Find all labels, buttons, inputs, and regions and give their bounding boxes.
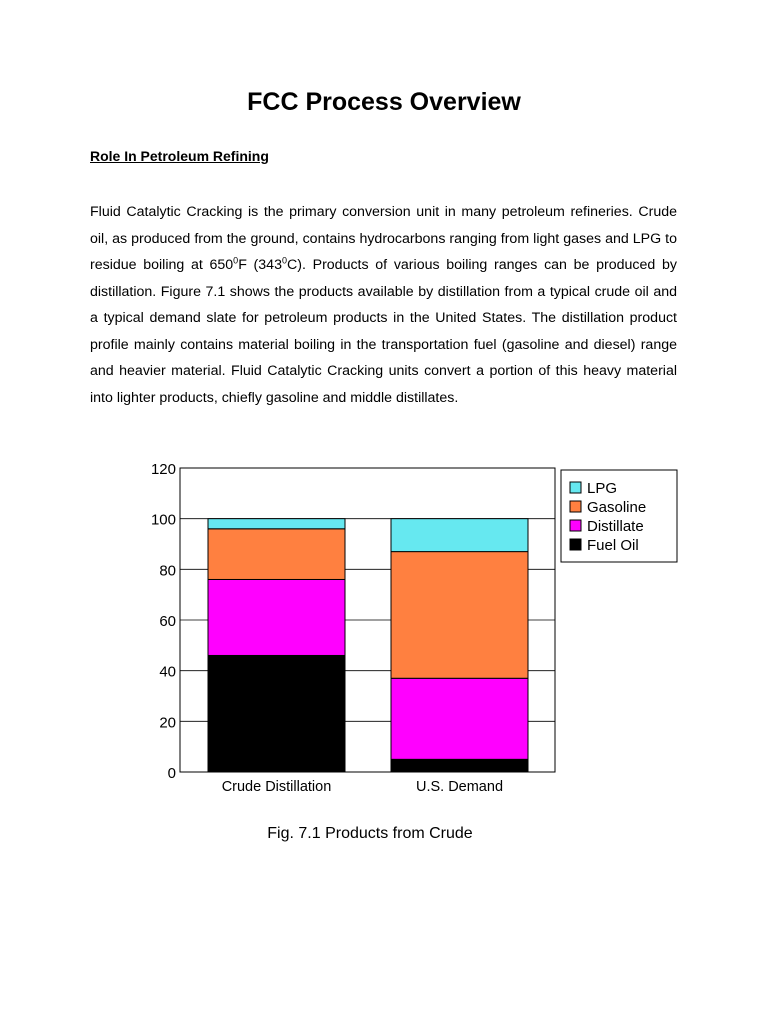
bar-segment-gasoline [208, 529, 345, 580]
legend-swatch [570, 520, 581, 531]
stacked-bar-chart [140, 452, 700, 807]
legend-label: Gasoline [587, 499, 647, 516]
degree-superscript: 0 [281, 255, 287, 266]
figure-caption: Fig. 7.1 Products from Crude [267, 825, 473, 842]
bar-segment-fuel-oil [208, 655, 345, 772]
y-tick-label: 40 [159, 663, 176, 681]
paragraph-text: Fluid Catalytic Cracking is the primary conversion unit in many petroleum refineries. Crude oil, as produced from the ground, contains hydrocarbons ranging from light gases and LPG to residue boiling at 650 [90, 204, 677, 273]
degree-superscript: 0 [233, 255, 239, 266]
section-heading: Role In Petroleum Refining [90, 148, 269, 164]
bar-segment-fuel-oil [391, 759, 528, 772]
y-tick-label: 120 [150, 461, 176, 478]
x-category-label: Crude Distillation [221, 779, 332, 795]
legend-label: LPG [587, 480, 618, 497]
paragraph-text: C). Products of various boiling ranges can be produced by distillation. Figure 7.1 shows the products available by distillation from a typical crude oil and a typical demand slate for petroleum products in the United States. The distillation product profile mainly contains material boiling in the transportation fuel (gasoline and diesel) range and heavier material. Fluid Catalytic Cracking units convert a portion of this heavy material into lighter products, chiefly gasoline and middle distillates. [90, 257, 677, 406]
bar-segment-distillate [391, 678, 528, 759]
bar-segment-distillate [208, 579, 345, 655]
bar-segment-lpg [391, 519, 528, 552]
legend-label: Fuel Oil [587, 537, 639, 554]
body-paragraph [90, 199, 677, 411]
bar-segment-lpg [208, 519, 345, 529]
legend-label: Distillate [587, 518, 644, 535]
legend-swatch [570, 482, 581, 493]
y-tick-label: 100 [150, 511, 176, 529]
paragraph-text: F (343 [238, 257, 282, 273]
bar-segment-gasoline [391, 552, 528, 679]
page-title: FCC Process Overview [247, 88, 521, 116]
y-tick-label: 80 [159, 562, 176, 580]
y-tick-label: 20 [159, 714, 176, 732]
y-tick-label: 0 [167, 765, 176, 782]
legend-swatch [570, 501, 581, 512]
legend-swatch [570, 539, 581, 550]
x-category-label: U.S. Demand [415, 779, 504, 795]
y-tick-label: 60 [159, 613, 176, 630]
